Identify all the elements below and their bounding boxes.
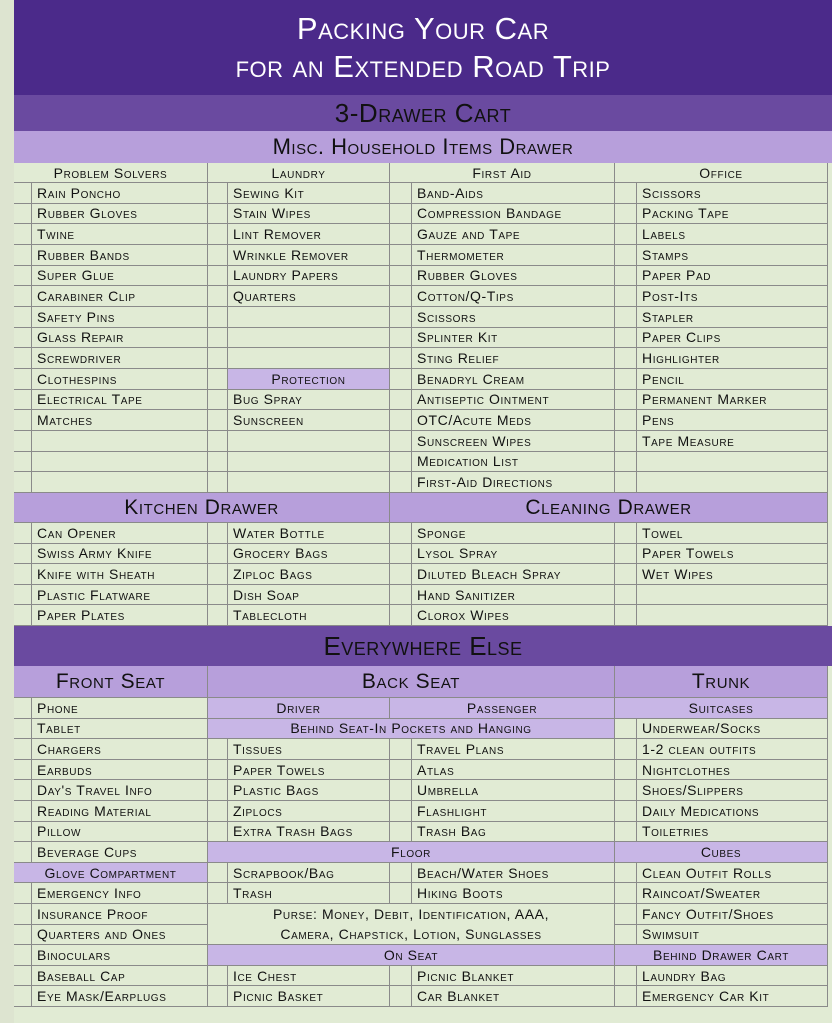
empty-cell [32, 452, 208, 473]
checkbox[interactable] [14, 348, 32, 369]
checklist-item: Medication List [412, 452, 615, 473]
checklist-item: Gauze and Tape [412, 224, 615, 245]
empty-cell [637, 472, 828, 493]
checklist-item: Phone [32, 698, 208, 719]
checkbox[interactable] [208, 369, 228, 390]
checklist-item: Paper Towels [228, 760, 390, 781]
checkbox[interactable] [208, 883, 228, 904]
checklist-item: Reading Material [32, 801, 208, 822]
checklist-item: Pencil [637, 369, 828, 390]
kitchen-cleaning-table [14, 523, 832, 626]
checkbox[interactable] [208, 410, 228, 431]
empty-cell [228, 472, 390, 493]
checklist-item: Raincoat/Sweater [637, 883, 828, 904]
checkbox[interactable] [615, 410, 637, 431]
purse-note [208, 904, 615, 945]
checklist-item: Dish Soap [228, 585, 390, 606]
checklist-item: Trash Bag [412, 822, 615, 843]
checkbox[interactable] [390, 863, 412, 884]
front-seat-header: Front Seat [14, 666, 208, 698]
checkbox[interactable] [390, 986, 412, 1007]
checklist-item: Rubber Bands [32, 245, 208, 266]
checkbox[interactable] [615, 801, 637, 822]
checkbox[interactable] [615, 883, 637, 904]
checkbox[interactable] [14, 472, 32, 493]
checkbox[interactable] [390, 410, 412, 431]
checkbox[interactable] [615, 472, 637, 493]
checkbox[interactable] [390, 760, 412, 781]
checklist-item: Ice Chest [228, 966, 390, 987]
checklist-item: Cotton/Q-Tips [412, 286, 615, 307]
checklist-item: Sewing Kit [228, 183, 390, 204]
cleaning-drawer-header: Cleaning Drawer [390, 493, 828, 523]
checkbox[interactable] [615, 452, 637, 473]
checklist-item: Scissors [637, 183, 828, 204]
checklist-item: Super Glue [32, 266, 208, 287]
checkbox[interactable] [208, 605, 228, 626]
checklist-item: Plastic Flatware [32, 585, 208, 606]
checkbox[interactable] [14, 780, 32, 801]
checkbox[interactable] [390, 739, 412, 760]
office-header: Office [615, 163, 828, 183]
checklist-item: Underwear/Socks [637, 719, 828, 740]
empty-cell [637, 585, 828, 606]
driver-header: Driver [208, 698, 390, 719]
checkbox[interactable] [208, 328, 228, 349]
checklist-item: Lint Remover [228, 224, 390, 245]
checkbox[interactable] [390, 307, 412, 328]
checkbox[interactable] [615, 925, 637, 946]
checkbox[interactable] [14, 842, 32, 863]
checklist-item: Diluted Bleach Spray [412, 564, 615, 585]
checklist-item: Eye Mask/Earplugs [32, 986, 208, 1007]
checkbox[interactable] [615, 760, 637, 781]
passenger-header: Passenger [390, 698, 615, 719]
checkbox[interactable] [390, 801, 412, 822]
checklist-item: Rain Poncho [32, 183, 208, 204]
checklist-item: Tablecloth [228, 605, 390, 626]
checklist-item: Knife with Sheath [32, 564, 208, 585]
checklist-item: Post-Its [637, 286, 828, 307]
checkbox[interactable] [390, 452, 412, 473]
checkbox[interactable] [14, 585, 32, 606]
checkbox[interactable] [208, 224, 228, 245]
page-title [14, 0, 832, 95]
checkbox[interactable] [615, 348, 637, 369]
checklist-item: Water Bottle [228, 523, 390, 544]
checklist-item: Insurance Proof [32, 904, 208, 925]
checklist-item: Day's Travel Info [32, 780, 208, 801]
checklist-item: Twine [32, 224, 208, 245]
checklist-item: Packing Tape [637, 204, 828, 225]
checkbox[interactable] [390, 286, 412, 307]
checkbox[interactable] [14, 390, 32, 411]
checklist-item: Sponge [412, 523, 615, 544]
checklist-item: Wet Wipes [637, 564, 828, 585]
title-line-1: Packing Your Car [296, 10, 550, 46]
checklist-item: Thermometer [412, 245, 615, 266]
checkbox[interactable] [390, 822, 412, 843]
checkbox[interactable] [14, 544, 32, 565]
checkbox[interactable] [208, 822, 228, 843]
checklist-item: Atlas [412, 760, 615, 781]
checklist-item: Clothespins [32, 369, 208, 390]
checkbox[interactable] [208, 801, 228, 822]
checklist-item: Scrapbook/Bag [228, 863, 390, 884]
back-seat-header: Back Seat [208, 666, 615, 698]
checklist-item: Highlighter [637, 348, 828, 369]
checkbox[interactable] [615, 307, 637, 328]
checklist-item: Ziploc Bags [228, 564, 390, 585]
checklist-item: Paper Clips [637, 328, 828, 349]
checkbox[interactable] [208, 266, 228, 287]
checkbox[interactable] [14, 245, 32, 266]
checklist-item: Pens [637, 410, 828, 431]
checklist-item: Sunscreen Wipes [412, 431, 615, 452]
checkbox[interactable] [14, 410, 32, 431]
checklist-item: Shoes/Slippers [637, 780, 828, 801]
checkbox[interactable] [390, 966, 412, 987]
checklist-item: Screwdriver [32, 348, 208, 369]
checklist-item: Wrinkle Remover [228, 245, 390, 266]
purse-line-2: Camera, Chapstick, Lotion, Sunglasses [280, 926, 542, 943]
checklist-item: Picnic Basket [228, 986, 390, 1007]
checkbox[interactable] [390, 544, 412, 565]
checklist-item: Quarters and Ones [32, 925, 208, 946]
checklist-item: Sting Relief [412, 348, 615, 369]
checkbox[interactable] [390, 266, 412, 287]
checkbox[interactable] [615, 544, 637, 565]
checkbox[interactable] [14, 183, 32, 204]
checklist-item: Plastic Bags [228, 780, 390, 801]
behind-seat-header: Behind Seat-In Pockets and Hanging [208, 719, 615, 740]
checklist-item: Grocery Bags [228, 544, 390, 565]
checklist-item: Safety Pins [32, 307, 208, 328]
checkbox[interactable] [208, 204, 228, 225]
checklist-item: Daily Medications [637, 801, 828, 822]
checkbox[interactable] [14, 307, 32, 328]
on-seat-header: On Seat [208, 945, 615, 966]
checkbox[interactable] [14, 739, 32, 760]
checklist-item: 1-2 clean outfits [637, 739, 828, 760]
checklist-item: Antiseptic Ointment [412, 390, 615, 411]
empty-cell [228, 328, 390, 349]
checklist-item: Towel [637, 523, 828, 544]
protection-header: Protection [228, 369, 390, 390]
checklist-item: Stain Wipes [228, 204, 390, 225]
checkbox[interactable] [615, 328, 637, 349]
checkbox[interactable] [390, 605, 412, 626]
checkbox[interactable] [390, 245, 412, 266]
checkbox[interactable] [14, 452, 32, 473]
checkbox[interactable] [615, 605, 637, 626]
checkbox[interactable] [615, 523, 637, 544]
empty-cell [637, 605, 828, 626]
checkbox[interactable] [615, 245, 637, 266]
checkbox[interactable] [208, 966, 228, 987]
checkbox[interactable] [615, 719, 637, 740]
problem-solvers-header: Problem Solvers [14, 163, 208, 183]
floor-header: Floor [208, 842, 615, 863]
checklist-item: Tablet [32, 719, 208, 740]
checklist-item: Laundry Bag [637, 966, 828, 987]
checklist-item: Emergency Car Kit [637, 986, 828, 1007]
laundry-header: Laundry [208, 163, 390, 183]
checkbox[interactable] [14, 822, 32, 843]
empty-cell [32, 431, 208, 452]
checkbox[interactable] [208, 986, 228, 1007]
checkbox[interactable] [208, 863, 228, 884]
checkbox[interactable] [208, 564, 228, 585]
checklist-item: Tape Measure [637, 431, 828, 452]
checkbox[interactable] [14, 286, 32, 307]
checklist-item: Tissues [228, 739, 390, 760]
checklist-item: Paper Plates [32, 605, 208, 626]
checklist-item: Toiletries [637, 822, 828, 843]
checkbox[interactable] [615, 780, 637, 801]
checklist-item: Paper Towels [637, 544, 828, 565]
checklist-item: Splinter Kit [412, 328, 615, 349]
empty-cell [228, 431, 390, 452]
cart-section-header: 3-Drawer Cart [14, 95, 832, 131]
checkbox[interactable] [208, 472, 228, 493]
checklist-item: Glass Repair [32, 328, 208, 349]
checklist-item: Stapler [637, 307, 828, 328]
checkbox[interactable] [208, 739, 228, 760]
checkbox[interactable] [14, 564, 32, 585]
kitchen-drawer-header: Kitchen Drawer [14, 493, 390, 523]
checkbox[interactable] [14, 224, 32, 245]
checkbox[interactable] [390, 390, 412, 411]
checkbox[interactable] [14, 328, 32, 349]
checklist-item: Earbuds [32, 760, 208, 781]
checklist-item: Electrical Tape [32, 390, 208, 411]
checklist-item: Trash [228, 883, 390, 904]
checkbox[interactable] [615, 390, 637, 411]
checkbox[interactable] [615, 863, 637, 884]
checkbox[interactable] [14, 204, 32, 225]
misc-drawer-table [14, 163, 832, 493]
checkbox[interactable] [615, 431, 637, 452]
checkbox[interactable] [390, 369, 412, 390]
checkbox[interactable] [615, 739, 637, 760]
checklist-item: Clorox Wipes [412, 605, 615, 626]
checklist-item: Permanent Marker [637, 390, 828, 411]
checklist-item: Beach/Water Shoes [412, 863, 615, 884]
checklist-item: Quarters [228, 286, 390, 307]
checkbox[interactable] [208, 286, 228, 307]
checkbox[interactable] [615, 224, 637, 245]
checkbox[interactable] [208, 245, 228, 266]
checkbox[interactable] [208, 585, 228, 606]
checklist-item: Baseball Cap [32, 966, 208, 987]
checkbox[interactable] [14, 719, 32, 740]
checklist-item: Lysol Spray [412, 544, 615, 565]
checkbox[interactable] [390, 883, 412, 904]
checklist-item: Picnic Blanket [412, 966, 615, 987]
checklist-item: Laundry Papers [228, 266, 390, 287]
checkbox[interactable] [390, 224, 412, 245]
checkbox[interactable] [390, 204, 412, 225]
checklist-item: Scissors [412, 307, 615, 328]
checkbox[interactable] [615, 204, 637, 225]
cubes-header: Cubes [615, 842, 828, 863]
checkbox[interactable] [615, 369, 637, 390]
checkbox[interactable] [615, 183, 637, 204]
checklist-item: Hiking Boots [412, 883, 615, 904]
checklist-item: Rubber Gloves [32, 204, 208, 225]
checkbox[interactable] [615, 585, 637, 606]
empty-cell [228, 452, 390, 473]
checklist-item: Paper Pad [637, 266, 828, 287]
checklist-item: Band-Aids [412, 183, 615, 204]
checkbox[interactable] [615, 266, 637, 287]
checkbox[interactable] [14, 369, 32, 390]
checklist-item: Bug Spray [228, 390, 390, 411]
checkbox[interactable] [208, 523, 228, 544]
checklist-item: Swimsuit [637, 925, 828, 946]
checklist-item: Stamps [637, 245, 828, 266]
checklist-item: Swiss Army Knife [32, 544, 208, 565]
checkbox[interactable] [14, 523, 32, 544]
checkbox[interactable] [208, 780, 228, 801]
checkbox[interactable] [208, 431, 228, 452]
title-line-2: for an Extended Road Trip [235, 48, 611, 84]
checklist-item: Ziplocs [228, 801, 390, 822]
checklist-item: Hand Sanitizer [412, 585, 615, 606]
checkbox[interactable] [14, 986, 32, 1007]
checklist-item: Compression Bandage [412, 204, 615, 225]
checkbox[interactable] [14, 883, 32, 904]
checkbox[interactable] [14, 925, 32, 946]
checklist-item: OTC/Acute Meds [412, 410, 615, 431]
checklist-item: Rubber Gloves [412, 266, 615, 287]
everywhere-header: Everywhere Else [14, 626, 832, 666]
checklist-item: Extra Trash Bags [228, 822, 390, 843]
checkbox[interactable] [208, 544, 228, 565]
checklist-item: Can Opener [32, 523, 208, 544]
empty-cell [637, 452, 828, 473]
checkbox[interactable] [14, 266, 32, 287]
checklist-item: Travel Plans [412, 739, 615, 760]
checkbox[interactable] [208, 183, 228, 204]
checkbox[interactable] [14, 904, 32, 925]
checkbox[interactable] [14, 801, 32, 822]
checklist-item: Umbrella [412, 780, 615, 801]
checkbox[interactable] [615, 904, 637, 925]
checklist-item: Emergency Info [32, 883, 208, 904]
checkbox[interactable] [14, 605, 32, 626]
glove-compartment-header: Glove Compartment [14, 863, 208, 884]
checklist-item: Nightclothes [637, 760, 828, 781]
checklist-item: Chargers [32, 739, 208, 760]
kitchen-cleaning-header [14, 493, 832, 523]
checkbox[interactable] [390, 780, 412, 801]
checkbox[interactable] [615, 564, 637, 585]
checklist-item: Sunscreen [228, 410, 390, 431]
purse-line-1: Purse: Money, Debit, Identification, AAA, [272, 906, 550, 923]
behind-drawer-cart-header: Behind Drawer Cart [615, 945, 828, 966]
checkbox[interactable] [615, 966, 637, 987]
checkbox[interactable] [14, 698, 32, 719]
checklist-item: Beverage Cups [32, 842, 208, 863]
empty-cell [228, 348, 390, 369]
checklist-item: Pillow [32, 822, 208, 843]
suitcases-header: Suitcases [615, 698, 828, 719]
checkbox[interactable] [14, 431, 32, 452]
checkbox[interactable] [208, 348, 228, 369]
checklist-item: Binoculars [32, 945, 208, 966]
checklist-item: Carabiner Clip [32, 286, 208, 307]
checklist-item: Labels [637, 224, 828, 245]
checkbox[interactable] [615, 286, 637, 307]
empty-cell [228, 307, 390, 328]
checklist-item: First-Aid Directions [412, 472, 615, 493]
checkbox[interactable] [390, 472, 412, 493]
checkbox[interactable] [14, 945, 32, 966]
checkbox[interactable] [615, 986, 637, 1007]
checklist-item: Benadryl Cream [412, 369, 615, 390]
checkbox[interactable] [208, 307, 228, 328]
empty-cell [32, 472, 208, 493]
checkbox[interactable] [390, 328, 412, 349]
first-aid-header: First Aid [390, 163, 615, 183]
checkbox[interactable] [390, 348, 412, 369]
everywhere-table [14, 666, 832, 1023]
checkbox[interactable] [390, 564, 412, 585]
checklist-item: Matches [32, 410, 208, 431]
trunk-header: Trunk [615, 666, 828, 698]
checkbox[interactable] [390, 431, 412, 452]
checkbox[interactable] [14, 966, 32, 987]
checklist-item: Car Blanket [412, 986, 615, 1007]
checkbox[interactable] [208, 390, 228, 411]
checklist-item: Flashlight [412, 801, 615, 822]
checklist-item: Clean Outfit Rolls [637, 863, 828, 884]
checkbox[interactable] [390, 523, 412, 544]
checkbox[interactable] [390, 585, 412, 606]
checkbox[interactable] [208, 760, 228, 781]
misc-drawer-header: Misc. Household Items Drawer [14, 131, 832, 163]
checkbox[interactable] [208, 452, 228, 473]
checklist-item: Fancy Outfit/Shoes [637, 904, 828, 925]
checkbox[interactable] [390, 183, 412, 204]
checkbox[interactable] [615, 822, 637, 843]
checkbox[interactable] [14, 760, 32, 781]
